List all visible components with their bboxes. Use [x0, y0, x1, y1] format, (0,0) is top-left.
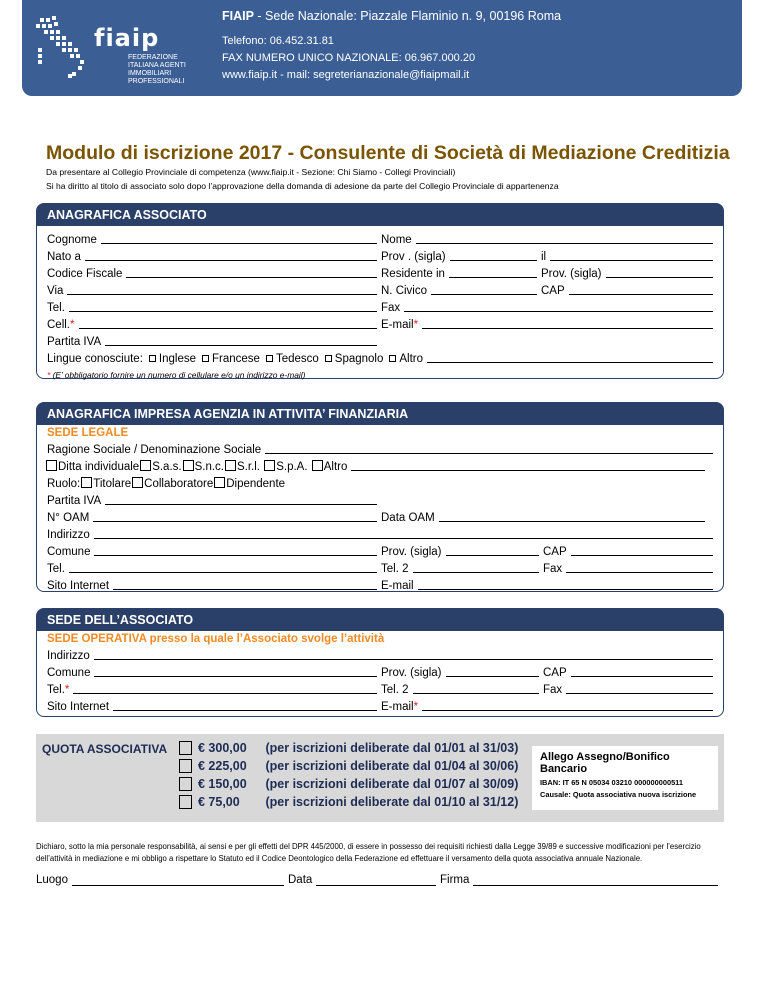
prov-residenza-field[interactable]: Prov. (sigla) [541, 266, 713, 283]
page-header [22, 0, 742, 96]
checkbox-spagnolo[interactable] [325, 355, 332, 362]
luogo-field[interactable]: Luogo [36, 874, 284, 886]
sede-indirizzo-field[interactable]: Indirizzo [47, 648, 713, 665]
header-phone: Telefono: 06.452.31.81 [222, 35, 334, 47]
section-heading: SEDE DELL’ASSOCIATO [37, 609, 723, 631]
page-title: Modulo di iscrizione 2017 - Consulente di Società di Mediazione Creditizia [46, 142, 730, 164]
checkbox-collaboratore[interactable] [132, 477, 143, 488]
forma-giuridica-row: Ditta individuale S.a.s. S.n.c. S.r.l. S.p.A. Altro [45, 459, 705, 476]
lingue-label: Lingue conosciute: [47, 353, 143, 365]
fax-field[interactable]: Fax [381, 300, 713, 317]
cognome-field[interactable]: Cognome [47, 232, 377, 249]
cell-field[interactable]: Cell.* [47, 317, 377, 334]
firma-field[interactable]: Firma [440, 874, 718, 886]
sede-comune-field[interactable]: Comune [47, 665, 377, 682]
impresa-tel-field[interactable]: Tel. [47, 561, 377, 578]
sede-prov-field[interactable]: Prov. (sigla) [381, 665, 539, 682]
section-heading: ANAGRAFICA IMPRESA AGENZIA IN ATTIVITA’ FINANZIARIA [37, 403, 723, 425]
fiaip-logo [32, 14, 212, 86]
data-oam-field[interactable]: Data OAM [381, 510, 705, 527]
quota-label: QUOTA ASSOCIATIVA [42, 742, 168, 756]
causale-text: Causale: Quota associativa nuova iscrizione [540, 790, 697, 799]
sede-email-field[interactable]: E-mail* [381, 699, 713, 716]
nato-a-field[interactable]: Nato a [47, 249, 377, 266]
quota-option-1[interactable]: € 300,00 (per iscrizioni deliberate dal 01/01 al 31/03) [178, 740, 518, 757]
sede-cap-field[interactable]: CAP [543, 665, 713, 682]
checkbox-tedesco[interactable] [266, 355, 273, 362]
prov-nascita-field[interactable]: Prov . (sigla) [381, 249, 537, 266]
anagrafica-associato-section [36, 203, 724, 379]
section-heading: ANAGRAFICA ASSOCIATO [37, 204, 723, 226]
cap-field[interactable]: CAP [541, 283, 713, 300]
impresa-indirizzo-field[interactable]: Indirizzo [47, 527, 713, 544]
sede-fax-field[interactable]: Fax [543, 682, 713, 699]
checkbox-quota-3[interactable] [179, 777, 192, 791]
lingue-row: Lingue conosciute: Inglese Francese Tedesco Spagnolo Altro [37, 351, 723, 368]
impresa-fax-field[interactable]: Fax [543, 561, 713, 578]
quota-option-3[interactable]: € 150,00 (per iscrizioni deliberate dal 01/07 al 30/09) [178, 776, 518, 793]
data-nascita-field[interactable]: il [541, 249, 713, 266]
n-oam-field[interactable]: N° OAM [47, 510, 377, 527]
checkbox-sas[interactable] [140, 460, 151, 471]
logo-wordmark: fiaip [94, 24, 160, 52]
logo-subtitle: FEDERAZIONE ITALIANA AGENTI IMMOBILIARI PROFESSIONALI [128, 54, 186, 85]
checkbox-titolare[interactable] [81, 477, 92, 488]
checkbox-altro[interactable] [389, 355, 396, 362]
checkbox-snc[interactable] [183, 460, 194, 471]
tel-field[interactable]: Tel. [47, 300, 377, 317]
checkbox-dipendente[interactable] [214, 477, 225, 488]
checkbox-ditta-individuale[interactable] [46, 460, 57, 471]
quota-option-2[interactable]: € 225,00 (per iscrizioni deliberate dal 01/04 al 30/06) [178, 758, 518, 775]
checkbox-inglese[interactable] [149, 355, 156, 362]
sede-sito-field[interactable]: Sito Internet [47, 699, 377, 716]
checkbox-quota-4[interactable] [179, 795, 192, 809]
sede-associato-section [36, 608, 724, 717]
header-contact-info [222, 8, 561, 84]
header-web: www.fiaip.it - mail: segreterianazionale@fiaipmail.it [222, 69, 470, 81]
impresa-comune-field[interactable]: Comune [47, 544, 377, 561]
codice-fiscale-field[interactable]: Codice Fiscale [47, 266, 377, 283]
nome-field[interactable]: Nome [381, 232, 713, 249]
impresa-email-field[interactable]: E-mail [381, 578, 713, 595]
residente-in-field[interactable]: Residente in [381, 266, 537, 283]
impresa-cap-field[interactable]: CAP [543, 544, 713, 561]
checkbox-srl[interactable] [225, 460, 236, 471]
email-field[interactable]: E-mail* [381, 317, 713, 334]
allego-title: Allego Assegno/Bonifico Bancario [540, 751, 670, 775]
checkbox-quota-1[interactable] [179, 741, 192, 755]
subtitle-line-2: Si ha diritto al titolo di associato solo dopo l’approvazione della domanda di adesione da parte del Collegio Provinciale di appartenenza [46, 181, 559, 191]
ruolo-row: Ruolo: Titolare Collaboratore Dipendente [47, 478, 286, 490]
ragione-sociale-field[interactable]: Ragione Sociale / Denominazione Sociale [47, 442, 713, 459]
sede-tel-field[interactable]: Tel.* [47, 682, 377, 699]
iban-text: IBAN: IT 65 N 05034 03210 000000000511 [540, 778, 683, 787]
partita-iva-field[interactable]: Partita IVA [47, 334, 377, 351]
payment-info-box [532, 746, 718, 810]
checkbox-quota-2[interactable] [179, 759, 192, 773]
quota-option-4[interactable]: € 75,00 (per iscrizioni deliberate dal 01/10 al 31/12) [178, 794, 518, 811]
mandatory-note: * (E’ obbligatorio fornire un numero di cellulare e/o un indirizzo e-mail) [47, 370, 306, 380]
data-field[interactable]: Data [288, 874, 436, 886]
anagrafica-impresa-section [36, 402, 724, 592]
italy-dots-icon [32, 14, 102, 84]
altro-lingua-field[interactable] [427, 351, 713, 363]
impresa-prov-field[interactable]: Prov. (sigla) [381, 544, 539, 561]
checkbox-altro-forma[interactable] [312, 460, 323, 471]
signature-row [36, 874, 726, 891]
sede-operativa-label: SEDE OPERATIVA presso la quale l’Associato svolge l’attività [47, 633, 385, 645]
impresa-partita-iva-field[interactable]: Partita IVA [47, 493, 377, 510]
sede-legale-label: SEDE LEGALE [47, 427, 129, 439]
checkbox-francese[interactable] [202, 355, 209, 362]
sede-tel2-field[interactable]: Tel. 2 [381, 682, 539, 699]
org-address: - Sede Nazionale: Piazzale Flaminio n. 9, 00196 Roma [253, 9, 562, 23]
impresa-tel2-field[interactable]: Tel. 2 [381, 561, 539, 578]
via-field[interactable]: Via [47, 283, 377, 300]
altro-forma-field[interactable] [351, 459, 705, 471]
n-civico-field[interactable]: N. Civico [381, 283, 537, 300]
org-name: FIAIP [222, 9, 254, 23]
impresa-sito-field[interactable]: Sito Internet [47, 578, 377, 595]
quota-associativa-section [36, 734, 724, 822]
subtitle-line-1: Da presentare al Collegio Provinciale di competenza (www.fiaip.it - Sezione: Chi Siamo - Collegi Provinciali) [46, 167, 456, 177]
declaration-text: Dichiaro, sotto la mia personale responsabilità, ai sensi e per gli effetti del DPR 445/2000, di essere in possesso dei requisiti richiesti dalla Legge 39/89 e successive modificazioni per l’esercizio dell’attività in mediazione e mi obbligo a rispettare lo Statuto ed il Codice Deontologico della Federazione ed effettuare il versamento della quota associativa annuale Nazionale. [36, 842, 701, 863]
header-fax: FAX NUMERO UNICO NAZIONALE: 06.967.000.20 [222, 52, 476, 64]
checkbox-spa[interactable] [264, 460, 275, 471]
